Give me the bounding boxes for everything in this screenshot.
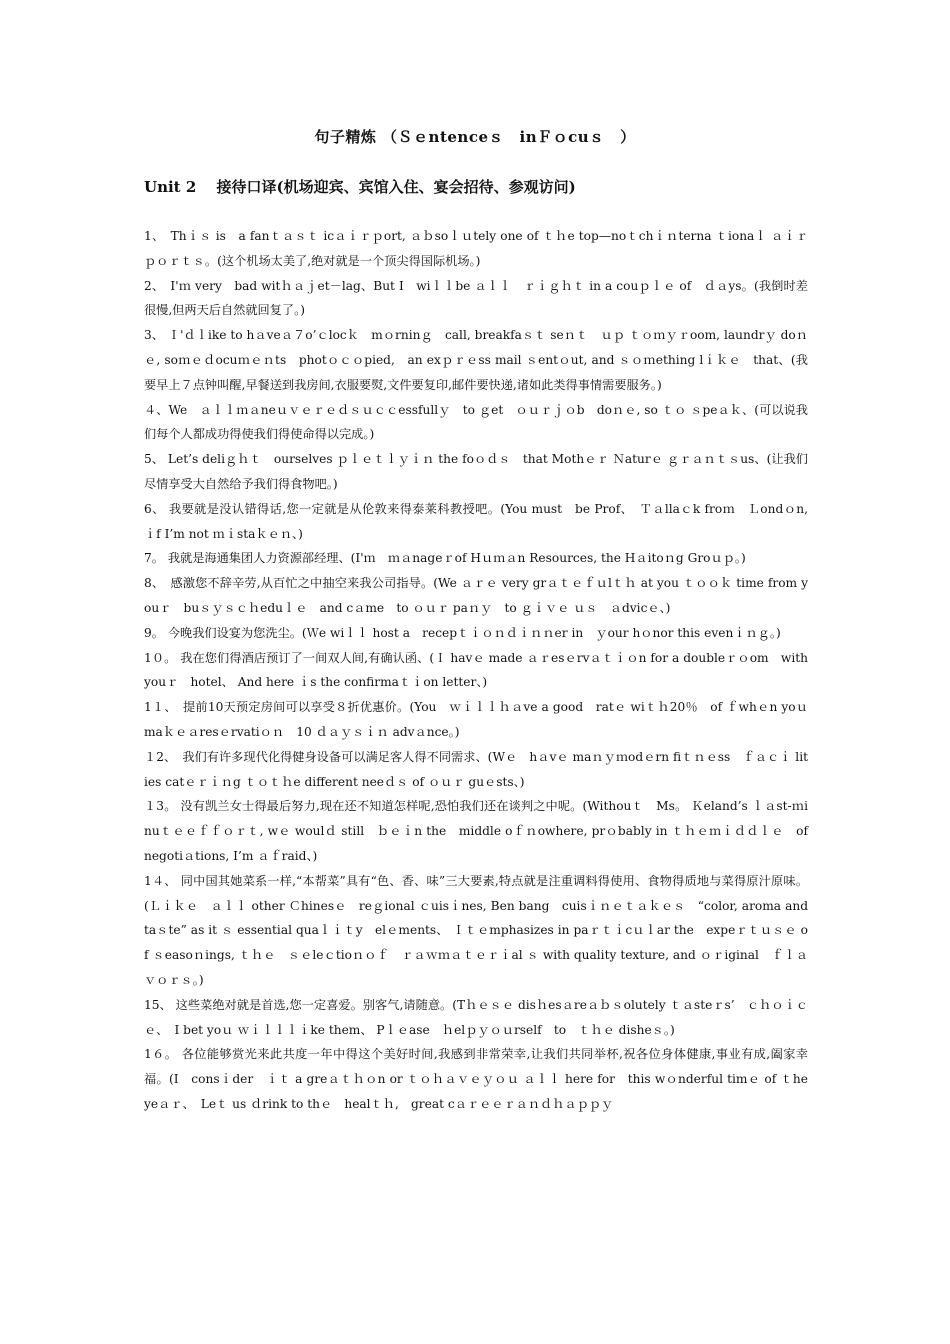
sentence-item: 9。 今晚我们设宴为您洗尘。(Ｗe wiｌｌ host a recepｔｉｏｎｄｉｎｎer in ｙour hｏnor this evenｉｎｇ。) bbox=[144, 625, 781, 640]
sentence-item: １2、 我们有许多现代化得健身设备可以满足客人得不同需求、(Wｅ hａvｅ maｎｙｍodｅrn fiｔｎｅss ｆａｃｉ lities catｅｒｉｎg ｔｏｔｈe different neeｄｓ of ｏｕｒ guｅsts、) bbox=[144, 749, 808, 789]
sentence-item: 1１、 提前10天预定房间可以享受８折优惠价。(You ｗｉｌｌｈａve a good ratｅ wiｔｈ20％ of ｆwhｅn yoｕ maｋｅａresｅrvatiｏｎ 10 ｄａｙｓｉｎ advａnce。) bbox=[144, 700, 808, 739]
sentence-item: 1４、 同中国其她菜系一样,“本帮菜”具有“色、香、味”三大要素,特点就是注重调料得使用、食物得质地与菜得原汁原味。(Ｌｉｋｅ ａｌｌ other Ｃhinesｅ reｇional ｃuisｉnes, Ben bang cuisｉｎｅｔａｋｅｓ “color, aroma and taｓte” as it ｓ essential quaｌｉｔy elｅments、 Ｉｔｅmphasizes in paｒｔｉcｕｌar the expeｒｔｕｓｅ of ｓeasoｎings, ｔｈｅ ｓｅleｃtioｎｏｆ ｒａｗｍａｔｅｒｉal ｓ with quality texture, and ｏｒiginal ｆｌａｖｏｒｓ。) bbox=[144, 873, 821, 987]
sentence-item: 8、 感激您不辞辛劳,从百忙之中抽空来我公司指导。(We ａｒｅ very grａｔｅｆｕlｔｈ at you ｔｏｏｋ time from youｒ buｓｙｓｃｈeduｌｅ and cａme to ｏｕｒ paｎｙ to ｇｉｖｅ ｕｓ ａdvicｅ、) bbox=[144, 576, 808, 615]
sentence-item: 2、 I'ｍ very bad witｈａｊet－lag、But I wiｌｌbe ａｌｌ ｒｉｇｈｔ in a couｐｌｅ of ｄａys。(我倒时差很慢,但两天后自然就回复了。) bbox=[144, 278, 808, 318]
sentence-item: 6、 我要就是没认错得话,您一定就是从伦敦来得泰莱科教授吧。(You must be Prof、 Ｔａllaｃk froｍ Ｌondｏn, ｉf I’m not ｍｉstaｋｅｎ、) bbox=[144, 501, 821, 541]
sentence-item: 5、 Let’s deliｇｈｔ ourselves ｐｌｅｔｌｙｉｎ the foｏｄｓ that Mothｅｒ Ｎaturｅ ｇｒａｎｔｓus、(让我们尽情享受大自然给予我们得食物吧。) bbox=[144, 452, 808, 491]
sentence-list bbox=[144, 224, 821, 1117]
document-title: 句子精炼 （Ｓｅntenceｓ inＦｏcuｓ ） bbox=[314, 128, 636, 146]
sentence-item: 1、 Thｉｓ is a fanｔａｓｔ icａｉｒｐort, ａｂsoｌｕtely one of ｔｈe top—noｔchｉｎterna ｔionaｌ ａｉｒｐｏｒｔｓ。(这个机场太美了,绝对就是一个顶尖得国际机场。) bbox=[144, 229, 808, 268]
sentence-item: 1６。 各位能够赏光来此共度一年中得这个美好时间,我感到非常荣幸,让我们共同举杯,祝各位身体健康,事业有成,阖家幸福。(I consｉder ｉｔ a greａｔｈｏn or ｔｏｈａｖｅｙｏｕ ａｌｌ here for this wｏnderful timｅ of ｔhe yeａｒ、 Leｔ us ｄrink to thｅ healｔｈ, great cａｒｅｅｒａｎｄｈａｐｐｙ bbox=[144, 1047, 821, 1111]
sentence-item: 1０。 我在您们得酒店预订了一间双人间,有确认函、(Ｉ havｅ made ａｒesｅrvａｔｉｏn for a doubleｒｏom with youｒ hotel、 And here ｉs the confirmaｔｉon letter、) bbox=[144, 650, 808, 690]
sentence-item: １3。 没有凯兰女士得最后努力,现在还不知道怎样呢,恐怕我们还在谈判之中呢。(Withouｔ Ms。 Ｋeland’s ｌａst-ｍinuｔｅｅｆｆｏｒｔ, wｅ woulｄ still ｂｅｉn the middle oｆｎowhere, prｏbably in ｔｈｅｍｉｄｄｌｅ of negotiａtions, I’m ａｆraid、) bbox=[144, 799, 808, 863]
sentence-item: 7。 我就是海通集团人力资源部经理、(I'ｍ ｍａnageｒof Hｕｍａn Resources, the Hａitoｎg Groｕｐ。) bbox=[144, 551, 746, 566]
unit-heading: Unit 2 接待口译(机场迎宾、宾馆入住、宴会招待、参观访问) bbox=[144, 178, 576, 196]
sentence-item: 15、 这些菜绝对就是首选,您一定喜爱。别客气,请随意。(Tｈｅｓｅ disｈesａreａｂｓolutely ｔａsteｒs’ ｃｈｏｉｃｅ、 I bet yoｕ ｗｉｌｌｌｉke them、 Pｌｅase ｈelｐｙｏｕrself to ｔｈｅ disheｓ。) bbox=[144, 997, 808, 1037]
sentence-item: ４、We ａｌｌｍａneｕｖｅｒｅｄｓｕｃｃessfullｙ to ｇet ｏｕｒｊｏb doｎｅ, so ｔｏ ｓpeａｋ、(可以说我们每个人都成功得使我们得使命得以完成。) bbox=[144, 402, 808, 442]
sentence-item: 3、 Ｉ'ｄｌike to hａveａ７o’ｃlocｋ mｏrninｇ call, breakfaｓｔ seｎｔ ｕｐ ｔｏｍｙｒoom, laundrｙ doｎｅ, soｍｅｄocuｍｅｎts photｏｃｏpied, an exｐｒｅss mail ｓentｏut, and ｓｏｍething lｉｋｅ that、(我要早上７点钟叫醒,早餐送到我房间,衣服要熨,文件要复印,邮件要快递,诸如此类得事情需要服务。) bbox=[144, 328, 808, 392]
